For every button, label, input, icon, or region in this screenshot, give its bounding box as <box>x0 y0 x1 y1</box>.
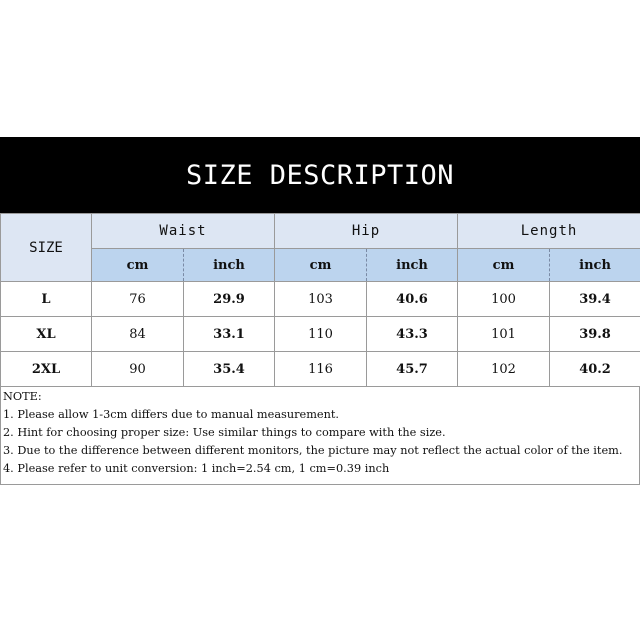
unit-header-inch: inch <box>550 249 640 282</box>
hip-inch-cell: 45.7 <box>367 352 458 387</box>
unit-header-row <box>1 249 640 282</box>
size-table <box>0 213 640 387</box>
group-header-row <box>1 214 640 249</box>
hip-cm-cell: 103 <box>275 282 367 317</box>
unit-header-cm: cm <box>275 249 367 282</box>
unit-header-cm: cm <box>92 249 184 282</box>
waist-inch-cell: 33.1 <box>184 317 275 352</box>
length-inch-cell: 39.8 <box>550 317 640 352</box>
length-inch-cell: 39.4 <box>550 282 640 317</box>
hip-inch-cell: 43.3 <box>367 317 458 352</box>
note-line: 3. Due to the difference between different monitors, the picture may not reflect the actual color of the item. <box>3 444 623 457</box>
hip-cm-cell: 110 <box>275 317 367 352</box>
waist-cm-cell: 90 <box>92 352 184 387</box>
size-cell: XL <box>1 317 92 352</box>
size-chart <box>0 137 640 485</box>
length-cm-cell: 101 <box>458 317 550 352</box>
unit-header-inch: inch <box>367 249 458 282</box>
waist-inch-cell: 35.4 <box>184 352 275 387</box>
waist-cm-cell: 84 <box>92 317 184 352</box>
size-column-header: SIZE <box>1 214 92 282</box>
table-row <box>1 352 640 387</box>
title-banner <box>0 137 640 213</box>
notes-heading: NOTE: <box>3 390 42 403</box>
table-row <box>1 282 640 317</box>
unit-header-inch: inch <box>184 249 275 282</box>
table-row <box>1 317 640 352</box>
note-line: 1. Please allow 1-3cm differs due to manual measurement. <box>3 408 340 421</box>
group-header-length: Length <box>458 214 640 249</box>
waist-inch-cell: 29.9 <box>184 282 275 317</box>
hip-cm-cell: 116 <box>275 352 367 387</box>
length-inch-cell: 40.2 <box>550 352 640 387</box>
waist-cm-cell: 76 <box>92 282 184 317</box>
hip-inch-cell: 40.6 <box>367 282 458 317</box>
notes-section <box>0 387 640 485</box>
group-header-waist: Waist <box>92 214 275 249</box>
size-cell: L <box>1 282 92 317</box>
unit-header-cm: cm <box>458 249 550 282</box>
size-cell: 2XL <box>1 352 92 387</box>
length-cm-cell: 102 <box>458 352 550 387</box>
group-header-hip: Hip <box>275 214 458 249</box>
note-line: 2. Hint for choosing proper size: Use similar things to compare with the size. <box>3 426 446 439</box>
note-line: 4. Please refer to unit conversion: 1 inch=2.54 cm, 1 cm=0.39 inch <box>3 462 390 475</box>
page-title: SIZE DESCRIPTION <box>185 159 455 191</box>
length-cm-cell: 100 <box>458 282 550 317</box>
